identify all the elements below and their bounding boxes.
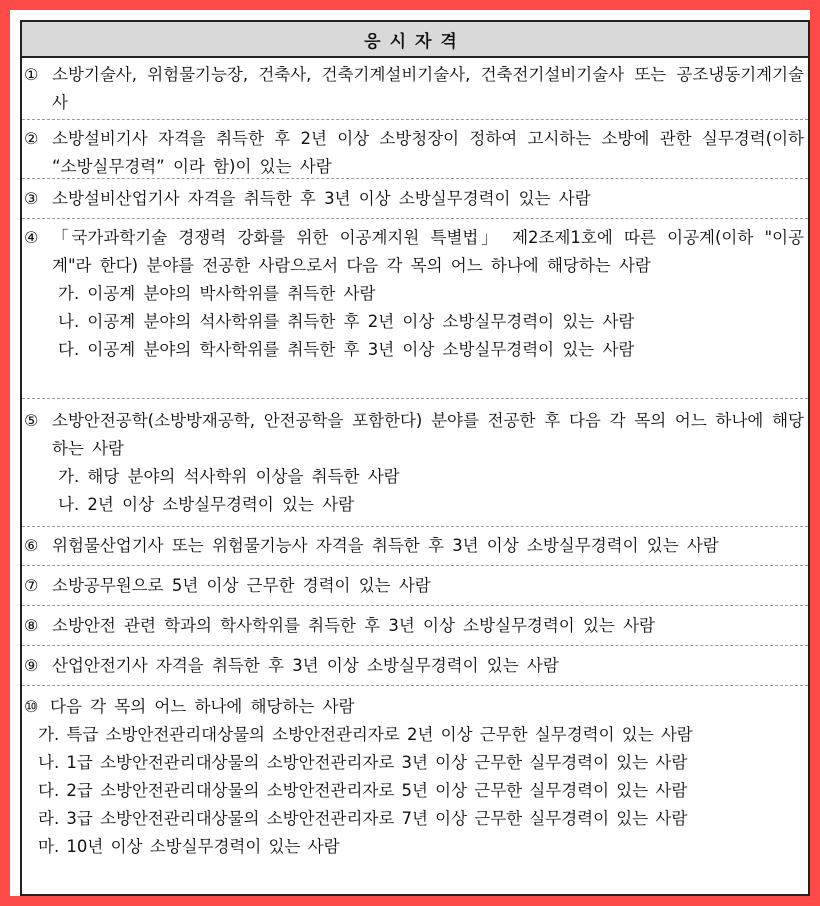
- item-row: [22, 606, 808, 646]
- sub-item: 마. 10년 이상 소방실무경력이 있는 사람: [38, 837, 340, 856]
- sub-item: 라. 3급 소방안전관리대상물의 소방안전관리자로 7년 이상 근무한 실무경력이 있는 사람: [38, 809, 688, 828]
- sub-item: 나. 2년 이상 소방실무경력이 있는 사람: [58, 495, 355, 514]
- item-text: 다음 각 목의 어느 하나에 해당하는 사람: [50, 697, 355, 716]
- item-row: [22, 179, 808, 219]
- item-row: [22, 527, 808, 566]
- item-text: 소방기술사, 위험물기능장, 건축사, 건축기계설비기술사, 건축전기설비기술사 또는 공조냉동기계기술사: [52, 65, 804, 112]
- item-text: 위험물산업기사 또는 위험물기능사 자격을 취득한 후 3년 이상 소방실무경력이 있는 사람: [52, 536, 719, 555]
- item-text: 소방설비기사 자격을 취득한 후 2년 이상 소방청장이 정하여 고시하는 소방에 관한 실무경력(이하 “소방실무경력” 이라 함)이 있는 사람: [52, 129, 804, 176]
- item-number: ⑤: [24, 411, 39, 430]
- sub-item: 나. 이공계 분야의 석사학위를 취득한 후 2년 이상 소방실무경력이 있는 사람: [58, 312, 635, 331]
- sub-item: 가. 특급 소방안전관리대상물의 소방안전관리자로 2년 이상 근무한 실무경력이 있는 사람: [38, 725, 693, 744]
- item-number: ②: [24, 129, 39, 148]
- item-number: ①: [24, 65, 39, 84]
- item-text: 소방설비산업기사 자격을 취득한 후 3년 이상 소방실무경력이 있는 사람: [52, 189, 591, 208]
- item-number: ③: [24, 189, 39, 208]
- sub-item: 나. 1급 소방안전관리대상물의 소방안전관리자로 3년 이상 근무한 실무경력이 있는 사람: [38, 753, 688, 772]
- item-number: ⑧: [24, 616, 39, 635]
- sub-item: 다. 2급 소방안전관리대상물의 소방안전관리자로 5년 이상 근무한 실무경력이 있는 사람: [38, 781, 688, 800]
- item-number: ⑩: [24, 697, 39, 716]
- item-list: [22, 58, 808, 870]
- item-number: ⑨: [24, 656, 39, 675]
- item-text: 소방공무원으로 5년 이상 근무한 경력이 있는 사람: [52, 576, 431, 595]
- item-text: 「국가과학기술 경쟁력 강화를 위한 이공계지원 특별법」 제2조제1호에 따른 이공계(이하 "이공계"라 한다) 분야를 전공한 사람으로서 다음 각 목의 어느 하나에 해당하는 사람: [52, 228, 804, 275]
- item-number: ⑥: [24, 536, 39, 555]
- qualification-table: [20, 20, 810, 896]
- sub-item: 가. 해당 분야의 석사학위 이상을 취득한 사람: [58, 467, 400, 486]
- item-row: [22, 646, 808, 686]
- table-header: 응시자격: [22, 22, 808, 58]
- item-number: ④: [24, 228, 39, 247]
- item-row: [22, 219, 808, 399]
- item-text: 산업안전기사 자격을 취득한 후 3년 이상 소방실무경력이 있는 사람: [52, 656, 559, 675]
- item-row: [22, 399, 808, 527]
- item-row: [22, 686, 808, 870]
- sub-item: 가. 이공계 분야의 박사학위를 취득한 사람: [58, 284, 376, 303]
- item-row: [22, 120, 808, 179]
- page-frame: [10, 10, 810, 896]
- item-text: 소방안전 관련 학과의 학사학위를 취득한 후 3년 이상 소방실무경력이 있는 사람: [52, 616, 655, 635]
- item-text: 소방안전공학(소방방재공학, 안전공학을 포함한다) 분야를 전공한 후 다음 각 목의 어느 하나에 해당하는 사람: [52, 411, 804, 458]
- item-row: [22, 58, 808, 120]
- sub-item: 다. 이공계 분야의 학사학위를 취득한 후 3년 이상 소방실무경력이 있는 사람: [58, 340, 635, 359]
- item-number: ⑦: [24, 576, 39, 595]
- item-row: [22, 566, 808, 606]
